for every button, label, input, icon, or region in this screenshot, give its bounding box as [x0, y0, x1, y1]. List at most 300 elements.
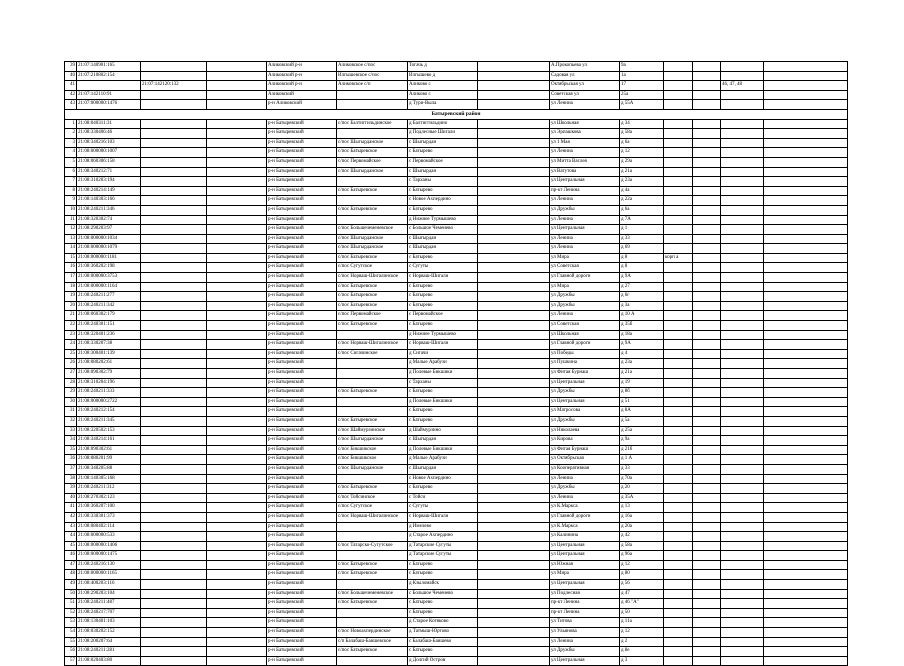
table-cell: с Норваш-Шигали: [408, 512, 478, 522]
table-cell: 21:08:000000:1164: [77, 282, 141, 292]
table-cell: [664, 62, 693, 72]
table-cell: д 9а: [620, 436, 664, 446]
table-cell: д 6г: [620, 292, 664, 302]
table-cell: [141, 148, 207, 158]
table-cell: с Батырево: [408, 148, 478, 158]
table-row: [65, 330, 848, 340]
table-cell: [478, 62, 550, 72]
table-cell: [207, 445, 267, 455]
table-cell: 52: [65, 608, 77, 618]
table-cell: ул Ленина: [550, 311, 620, 321]
table-cell: [693, 263, 721, 273]
table-row: [65, 282, 848, 292]
table-cell: 21:08:000000:3753: [77, 273, 141, 283]
table-cell: [764, 81, 848, 91]
table-cell: ул Фитая Бурнаш: [550, 369, 620, 379]
table-cell: р-н Батыревский: [267, 301, 337, 311]
table-cell: [478, 532, 550, 542]
table-cell: [141, 71, 207, 81]
table-cell: д 4а: [620, 186, 664, 196]
table-cell: [207, 503, 267, 513]
table-cell: [207, 426, 267, 436]
table-cell: [721, 129, 764, 139]
table-cell: [207, 436, 267, 446]
table-cell: д 6а: [620, 205, 664, 215]
table-cell: 21:08:240211:333: [77, 388, 141, 398]
table-cell: [207, 608, 267, 618]
table-cell: [693, 378, 721, 388]
table-cell: [478, 157, 550, 167]
table-cell: д 23а: [620, 177, 664, 187]
table-cell: [141, 436, 207, 446]
table-cell: [764, 196, 848, 206]
table-cell: [721, 532, 764, 542]
table-cell: [478, 148, 550, 158]
table-cell: [693, 608, 721, 618]
table-cell: д 56: [620, 580, 664, 590]
table-cell: Аликово с: [408, 90, 478, 100]
table-cell: 9а: [620, 62, 664, 72]
table-cell: 34: [65, 436, 77, 446]
table-row: [65, 436, 848, 446]
table-cell: [207, 282, 267, 292]
table-cell: р-н Батыревский: [267, 407, 337, 417]
table-cell: [337, 407, 408, 417]
table-cell: [337, 532, 408, 542]
table-cell: [721, 177, 764, 187]
table-cell: с Новое Ахпердино: [408, 474, 478, 484]
table-cell: ул 1 Мая: [550, 138, 620, 148]
table-cell: [664, 388, 693, 398]
table-cell: ул Советская: [550, 263, 620, 273]
table-cell: 8: [65, 186, 77, 196]
table-cell: [693, 62, 721, 72]
table-cell: Аликовское с/п: [337, 81, 408, 91]
table-cell: [478, 416, 550, 426]
table-cell: [764, 532, 848, 542]
table-cell: [664, 138, 693, 148]
table-cell: [141, 416, 207, 426]
table-cell: [693, 474, 721, 484]
table-cell: [764, 503, 848, 513]
table-cell: р-н Батыревский: [267, 244, 337, 254]
table-cell: 21:07:142120:132: [141, 81, 207, 91]
table-cell: 16: [65, 263, 77, 273]
table-cell: д 12: [620, 560, 664, 570]
table-cell: 3: [65, 138, 77, 148]
table-cell: [207, 340, 267, 350]
table-cell: [764, 656, 848, 666]
table-row: [65, 321, 848, 331]
section-title: Батыревский район: [65, 109, 848, 119]
table-cell: [664, 340, 693, 350]
table-cell: д Тури-Выла: [408, 100, 478, 110]
table-cell: [764, 560, 848, 570]
table-cell: [764, 522, 848, 532]
table-cell: с Шыгырдан: [408, 244, 478, 254]
table-row: [65, 599, 848, 609]
table-cell: [721, 580, 764, 590]
table-cell: р-н Батыревский: [267, 119, 337, 129]
table-cell: с Батырево: [408, 253, 478, 263]
table-row: [65, 100, 848, 110]
table-row: [65, 71, 848, 81]
table-cell: [721, 215, 764, 225]
table-cell: [478, 167, 550, 177]
table-cell: с/пос Большечеменевское: [337, 225, 408, 235]
table-cell: [664, 205, 693, 215]
table-cell: [764, 138, 848, 148]
table-cell: ул Главной дороги: [550, 512, 620, 522]
table-cell: [141, 359, 207, 369]
table-cell: 19: [65, 292, 77, 302]
table-cell: [141, 273, 207, 283]
table-cell: р-н Батыревский: [267, 493, 337, 503]
table-cell: [664, 378, 693, 388]
table-cell: 17: [65, 273, 77, 283]
table-cell: [141, 551, 207, 561]
table-cell: с Первомайское: [408, 311, 478, 321]
table-cell: [693, 628, 721, 638]
table-cell: с Тарханы: [408, 378, 478, 388]
table-cell: [664, 321, 693, 331]
table-row: [65, 580, 848, 590]
table-cell: [721, 148, 764, 158]
table-cell: д 12: [620, 148, 664, 158]
table-cell: [664, 551, 693, 561]
table-row: [65, 369, 848, 379]
table-cell: с Батырево: [408, 570, 478, 580]
table-cell: д 8А: [620, 407, 664, 417]
table-cell: 21:08:080402:114: [77, 522, 141, 532]
table-cell: 21:08:240217:707: [77, 608, 141, 618]
table-cell: 21:08:310203:194: [77, 177, 141, 187]
table-cell: с/пос Первомайское: [337, 157, 408, 167]
table-cell: р-н Батыревский: [267, 599, 337, 609]
table-cell: [207, 71, 267, 81]
table-cell: [693, 532, 721, 542]
table-cell: д 8е: [620, 647, 664, 657]
table-cell: [721, 570, 764, 580]
table-cell: [478, 388, 550, 398]
table-cell: [478, 311, 550, 321]
table-cell: ул Дружбы: [550, 292, 620, 302]
table-cell: [478, 445, 550, 455]
table-cell: 21:08:290203:104: [77, 589, 141, 599]
table-cell: 21:08:140303:166: [77, 196, 141, 206]
table-cell: ул Ленина: [550, 637, 620, 647]
table-cell: [764, 426, 848, 436]
table-cell: д 69: [620, 244, 664, 254]
table-cell: [478, 541, 550, 551]
table-cell: [764, 541, 848, 551]
table-cell: Илгышево д: [408, 71, 478, 81]
table-cell: пр-кт Ленина: [550, 186, 620, 196]
table-cell: 29: [65, 388, 77, 398]
table-cell: Советская ул: [550, 90, 620, 100]
table-cell: [721, 273, 764, 283]
table-cell: 21:08:000000:1034: [77, 234, 141, 244]
table-cell: [478, 205, 550, 215]
table-cell: [478, 138, 550, 148]
table-cell: 21:08:240216:130: [77, 560, 141, 570]
table-cell: [764, 608, 848, 618]
table-cell: [764, 100, 848, 110]
table-cell: [207, 62, 267, 72]
table-cell: д 33: [620, 234, 664, 244]
table-cell: 46, 47, 48: [721, 81, 764, 91]
table-cell: [664, 637, 693, 647]
table-cell: [764, 340, 848, 350]
table-cell: [764, 445, 848, 455]
table-cell: р-н Батыревский: [267, 273, 337, 283]
table-cell: р-н Батыревский: [267, 225, 337, 235]
table-cell: [664, 618, 693, 628]
table-cell: д 58а: [620, 541, 664, 551]
table-cell: д Малые Арабузи: [408, 359, 478, 369]
table-cell: [141, 618, 207, 628]
table-cell: [764, 330, 848, 340]
table-cell: с Новое Ахпердино: [408, 196, 478, 206]
table-cell: д 35б: [620, 321, 664, 331]
table-cell: [207, 311, 267, 321]
table-cell: 57: [65, 656, 77, 666]
spreadsheet-page: [64, 61, 847, 666]
table-cell: [478, 71, 550, 81]
table-row: [65, 532, 848, 542]
table-cell: [764, 628, 848, 638]
table-cell: д Полевые Бикшики: [408, 445, 478, 455]
table-cell: д 42: [620, 532, 664, 542]
table-cell: [693, 234, 721, 244]
table-cell: 13: [65, 234, 77, 244]
table-cell: д 21а: [620, 369, 664, 379]
table-cell: д Татарские Сугуты: [408, 551, 478, 561]
table-cell: д 58а: [620, 129, 664, 139]
table-cell: [141, 215, 207, 225]
table-cell: [337, 608, 408, 618]
table-cell: 42: [65, 90, 77, 100]
table-cell: [207, 359, 267, 369]
table-cell: ул Центральная: [550, 656, 620, 666]
table-cell: ул Ленина: [550, 148, 620, 158]
table-cell: д Нижнее Турмышево: [408, 215, 478, 225]
address-registry-table: [64, 61, 848, 666]
table-row: [65, 464, 848, 474]
table-cell: д 3: [620, 656, 664, 666]
table-cell: р-н Батыревский: [267, 157, 337, 167]
table-row: [65, 205, 848, 215]
table-cell: р-н Батыревский: [267, 311, 337, 321]
table-cell: [141, 599, 207, 609]
table-cell: д 25а: [620, 426, 664, 436]
table-cell: д Нижнее Турмышево: [408, 330, 478, 340]
table-cell: [721, 340, 764, 350]
table-cell: [664, 292, 693, 302]
section-header-body: [65, 109, 848, 119]
table-cell: р-н Батыревский: [267, 138, 337, 148]
table-cell: [693, 340, 721, 350]
table-cell: [141, 560, 207, 570]
table-cell: с Шыгырдан: [408, 464, 478, 474]
table-cell: д Полевые Бикшики: [408, 397, 478, 407]
table-cell: ул Главной дороги: [550, 273, 620, 283]
table-cell: 21:08:240211:345: [77, 416, 141, 426]
table-cell: [664, 628, 693, 638]
table-cell: с/пос Батыревское: [337, 560, 408, 570]
table-cell: ул Южная: [550, 560, 620, 570]
table-cell: [337, 522, 408, 532]
table-cell: р-н Батыревский: [267, 148, 337, 158]
table-cell: [764, 369, 848, 379]
table-cell: [478, 273, 550, 283]
table-cell: [721, 234, 764, 244]
table-cell: [721, 100, 764, 110]
table-cell: [207, 186, 267, 196]
table-cell: [478, 253, 550, 263]
table-cell: с Батырево: [408, 599, 478, 609]
table-cell: ул Победы: [550, 349, 620, 359]
table-cell: ул К.Маркса: [550, 503, 620, 513]
table-cell: д 12: [620, 628, 664, 638]
table-cell: р-н Батыревский: [267, 196, 337, 206]
table-cell: [141, 541, 207, 551]
table-row: [65, 589, 848, 599]
table-cell: д 96а: [620, 551, 664, 561]
table-cell: [478, 656, 550, 666]
table-cell: [664, 359, 693, 369]
table-cell: 48: [65, 570, 77, 580]
table-cell: [478, 301, 550, 311]
table-row: [65, 474, 848, 484]
table-cell: 12: [65, 225, 77, 235]
table-cell: ул Ленина: [550, 244, 620, 254]
table-cell: с/пос Первомайское: [337, 311, 408, 321]
table-cell: 21:08:340205:88: [77, 464, 141, 474]
table-cell: [693, 349, 721, 359]
table-cell: [693, 90, 721, 100]
table-cell: с Батырево: [408, 186, 478, 196]
table-cell: ул Центральная: [550, 225, 620, 235]
table-row: [65, 253, 848, 263]
table-cell: с/пос Сигачинское: [337, 349, 408, 359]
table-cell: [693, 656, 721, 666]
table-cell: [664, 455, 693, 465]
table-cell: [764, 244, 848, 254]
table-cell: [721, 321, 764, 331]
table-cell: [141, 100, 207, 110]
table-cell: с Тарханы: [408, 177, 478, 187]
table-cell: с/пос Батыревское: [337, 186, 408, 196]
table-cell: [721, 359, 764, 369]
table-cell: [207, 273, 267, 283]
table-row: [65, 340, 848, 350]
table-cell: [721, 493, 764, 503]
table-cell: 7: [65, 177, 77, 187]
table-cell: р-н Батыревский: [267, 436, 337, 446]
table-cell: 21:07:000000:1476: [77, 100, 141, 110]
table-cell: [664, 522, 693, 532]
table-cell: 21:08:030202:152: [77, 628, 141, 638]
table-cell: 21:08:240211:342: [77, 301, 141, 311]
table-cell: 21:08:360202:198: [77, 263, 141, 273]
table-cell: [721, 512, 764, 522]
table-cell: 21:08:270302:123: [77, 493, 141, 503]
table-cell: [721, 522, 764, 532]
table-cell: 21:07:142110:91: [77, 90, 141, 100]
table-cell: [478, 129, 550, 139]
table-row: [65, 647, 848, 657]
table-cell: ул Мира: [550, 570, 620, 580]
table-cell: [721, 426, 764, 436]
table-cell: р-н Батыревский: [267, 503, 337, 513]
table-cell: с Батырево: [408, 608, 478, 618]
table-row: [65, 628, 848, 638]
table-cell: д Долгий Остров: [408, 656, 478, 666]
table-row: [65, 157, 848, 167]
table-cell: ул Центральная: [550, 580, 620, 590]
table-cell: р-н Батыревский: [267, 551, 337, 561]
table-cell: 43: [65, 522, 77, 532]
table-cell: [207, 474, 267, 484]
table-cell: ул Дружбы: [550, 647, 620, 657]
table-cell: [764, 148, 848, 158]
table-cell: [693, 397, 721, 407]
table-row: [65, 551, 848, 561]
table-cell: [764, 397, 848, 407]
table-cell: 1: [65, 119, 77, 129]
table-cell: 44: [65, 532, 77, 542]
table-cell: д 55А: [620, 100, 664, 110]
table-cell: [693, 503, 721, 513]
table-cell: р-н Батыревский: [267, 186, 337, 196]
table-cell: [337, 177, 408, 187]
table-row: [65, 129, 848, 139]
table-cell: [141, 455, 207, 465]
table-cell: [141, 90, 207, 100]
table-row: [65, 349, 848, 359]
table-cell: [207, 349, 267, 359]
table-cell: [141, 445, 207, 455]
table-cell: [141, 340, 207, 350]
table-cell: [721, 397, 764, 407]
table-cell: д 8б: [620, 388, 664, 398]
table-cell: 30: [65, 397, 77, 407]
table-cell: [721, 301, 764, 311]
table-cell: с Батырево: [408, 388, 478, 398]
table-cell: с/пос Батыревское: [337, 282, 408, 292]
table-cell: [664, 426, 693, 436]
table-cell: [693, 321, 721, 331]
table-cell: [721, 637, 764, 647]
table-cell: пр-кт Ленина: [550, 608, 620, 618]
table-cell: [693, 205, 721, 215]
table-cell: 21:08:000000:1007: [77, 148, 141, 158]
table-cell: [337, 129, 408, 139]
table-row: [65, 522, 848, 532]
table-cell: д Полевые Бикшики: [408, 369, 478, 379]
table-cell: р-н Батыревский: [267, 388, 337, 398]
table-cell: ул Дружбы: [550, 484, 620, 494]
table-cell: [664, 81, 693, 91]
table-cell: д 9А: [620, 340, 664, 350]
table-cell: [478, 369, 550, 379]
table-cell: [764, 273, 848, 283]
table-cell: ул Центральная: [550, 551, 620, 561]
table-cell: [693, 580, 721, 590]
table-cell: [764, 484, 848, 494]
table-cell: [664, 436, 693, 446]
